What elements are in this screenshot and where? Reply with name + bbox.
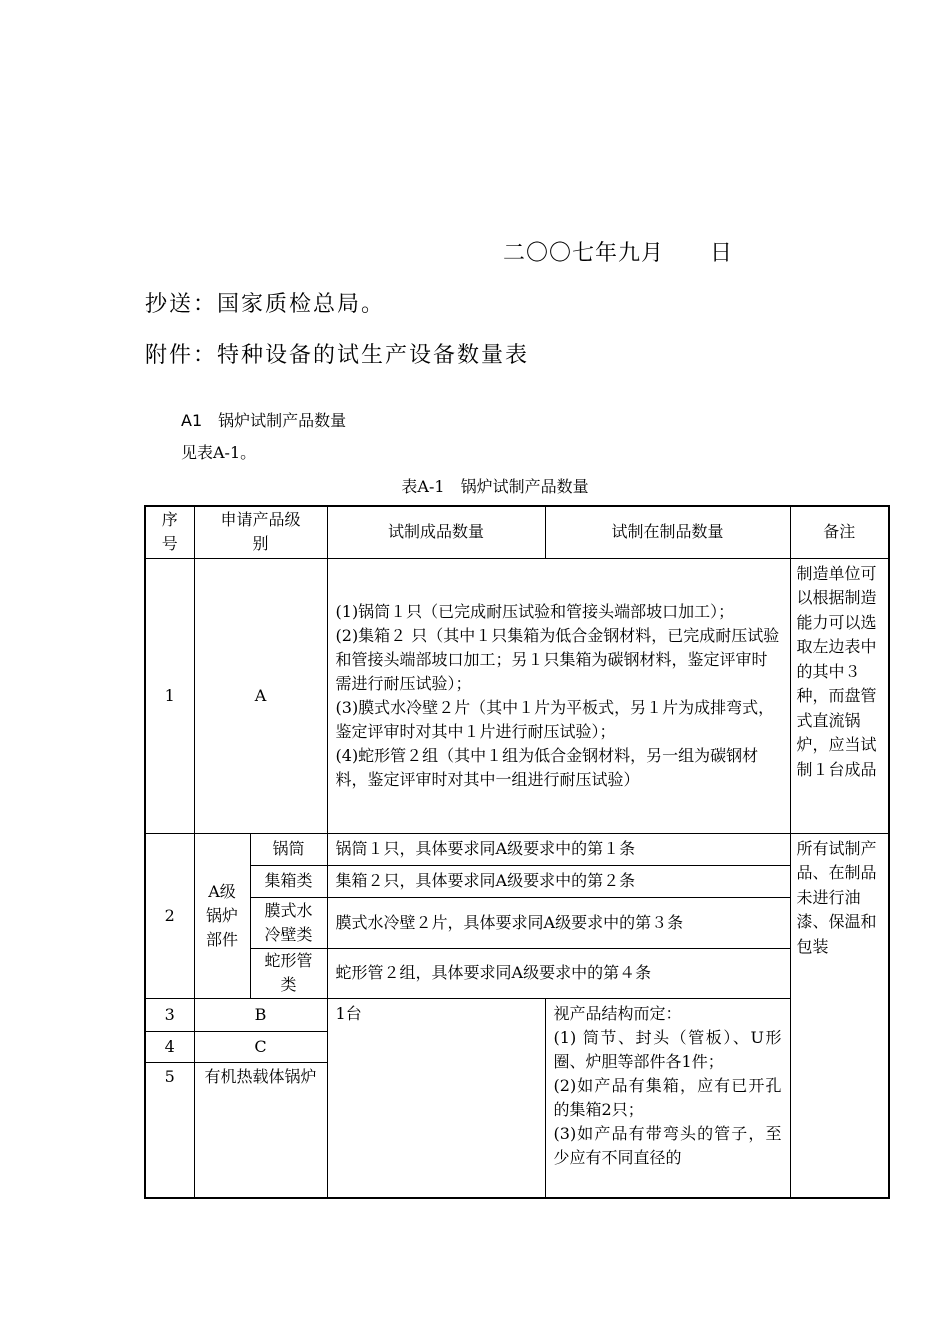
- row2-remark: 所有试制产品、在制品未进行油漆、保温和包装: [790, 833, 889, 1198]
- row2-sub-name: 集箱类: [250, 865, 327, 897]
- row2-level: A级锅炉部件: [194, 833, 250, 998]
- section-heading: A1 锅炉试制产品数量: [181, 411, 347, 430]
- table-row: [145, 558, 889, 833]
- row2-no: 2: [145, 833, 194, 998]
- row3-no: 3: [146, 999, 194, 1032]
- header-remarks: 备注: [790, 506, 889, 558]
- table-row: [145, 897, 889, 948]
- table-row: [145, 833, 889, 865]
- header-level: 申请产品级别: [194, 506, 327, 558]
- row1-remark: 制造单位可以根据制造能力可以选取左边表中的其中３种，而盘管式直流锅炉，应当试制１台成品: [790, 558, 889, 833]
- in-process-line: 视产品结构而定：: [553, 1003, 682, 1023]
- row2-sub-name: 蛇形管类: [250, 948, 327, 998]
- rows345-in-process: [545, 998, 790, 1198]
- row1-item: (1)锅筒１只（已完成耐压试验和管接头端部坡口加工）；: [335, 601, 735, 621]
- table-caption: 表A-1 锅炉试制产品数量: [401, 477, 589, 496]
- in-process-line: (2)如产品有集箱，应有已开孔的集箱2只；: [553, 1075, 782, 1119]
- row1-no: 1: [145, 558, 194, 833]
- row2-sub-desc: 蛇形管２组，具体要求同A级要求中的第４条: [327, 948, 790, 998]
- row2-sub-name: 锅筒: [250, 833, 327, 865]
- row5-level: 有机热载体锅炉: [204, 1066, 317, 1086]
- rows345-finished: 1台: [327, 998, 545, 1198]
- table-row: [145, 865, 889, 897]
- cc-line: 抄送：国家质检总局。: [145, 292, 386, 317]
- rows345-no-cell: [145, 998, 194, 1198]
- document-date: 二〇〇七年九月 日: [503, 241, 734, 266]
- in-process-line: (3)如产品有带弯头的管子，至少应有不同直径的: [553, 1123, 782, 1167]
- rows345-level-cell: [194, 998, 327, 1198]
- header-in-process: 试制在制品数量: [545, 506, 790, 558]
- row4-no: 4: [146, 1032, 194, 1063]
- row1-item: (3)膜式水冷壁２片（其中１片为平板式，另１片为成排弯式，鉴定评审时对其中１片进行耐压试验）；: [335, 697, 775, 741]
- row5-no: 5: [164, 1066, 175, 1086]
- row2-sub-desc: 集箱２只，具体要求同A级要求中的第２条: [327, 865, 790, 897]
- table-header-row: [145, 506, 889, 558]
- header-no: 序号: [145, 506, 194, 558]
- boiler-trial-product-table: [144, 505, 890, 1199]
- table-row-group: [145, 998, 889, 1198]
- row4-level: C: [195, 1032, 327, 1063]
- attachment-line: 附件：特种设备的试生产设备数量表: [145, 343, 530, 368]
- row2-sub-desc: 膜式水冷壁２片，具体要求同A级要求中的第３条: [327, 897, 790, 948]
- table-row: [145, 948, 889, 998]
- row1-level: A: [194, 558, 327, 833]
- header-finished: 试制成品数量: [327, 506, 545, 558]
- row3-level: B: [195, 999, 327, 1032]
- row1-item: (2)集箱２ 只（其中１只集箱为低合金钢材料，已完成耐压试验和管接头端部坡口加工；另１只集箱为碳钢材料，鉴定评审时需进行耐压试验）；: [335, 625, 780, 693]
- row2-sub-name: 膜式水冷壁类: [250, 897, 327, 948]
- row1-finished-items: [327, 558, 790, 833]
- row1-item: (4)蛇形管２组（其中１组为低合金钢材料，另一组为碳钢材料，鉴定评审时对其中一组进行耐压试验）: [335, 745, 759, 789]
- see-table-text: 见表A-1。: [181, 443, 257, 462]
- in-process-line: (1) 筒节、封头（管板）、U形圈、炉胆等部件各1件；: [553, 1027, 782, 1071]
- row2-sub-desc: 锅筒１只，具体要求同A级要求中的第１条: [327, 833, 790, 865]
